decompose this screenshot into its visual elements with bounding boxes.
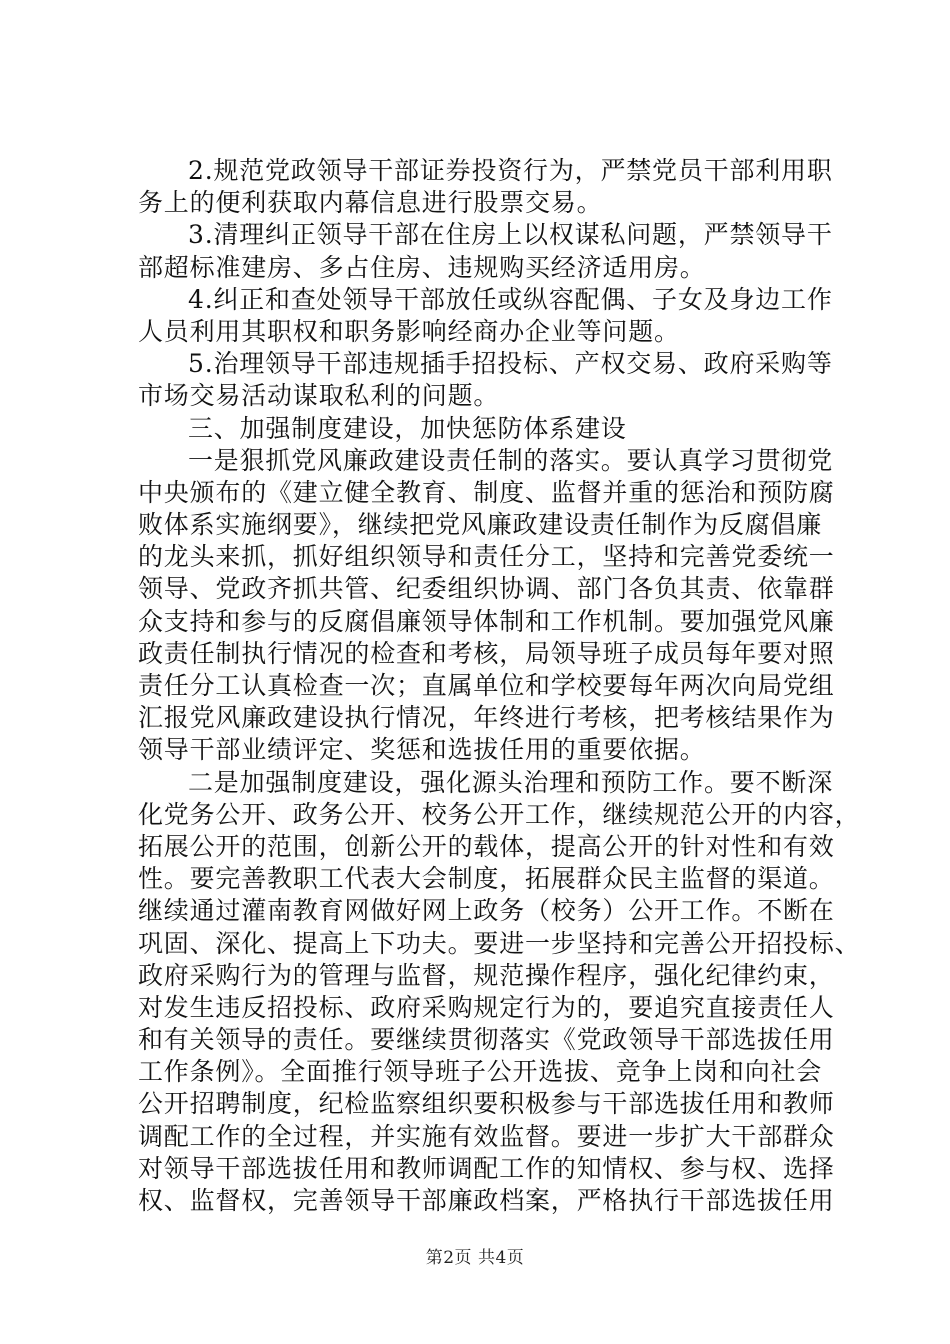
text-line: 对领导干部选拔任用和教师调配工作的知情权、参与权、选择 <box>138 1153 835 1183</box>
text-line: 领导、党政齐抓共管、纪委组织协调、部门各负其责、依靠群 <box>138 574 835 604</box>
paragraph-first-start: 一是狠抓党风廉政建设责任制的落实。要认真学习贯彻党 <box>188 445 834 475</box>
paragraph-item-5: 5.治理领导干部违规插手招投标、产权交易、政府采购等 <box>188 349 833 379</box>
paragraph-item-4: 4.纠正和查处领导干部放任或纵容配偶、子女及身边工作 <box>188 284 833 314</box>
paragraph-item-3: 3.清理纠正领导干部在住房上以权谋私问题，严禁领导干 <box>188 220 833 250</box>
text-line: 对发生违反招投标、政府采购规定行为的，要追究直接责任人 <box>138 992 835 1022</box>
text-line: 公开招聘制度，纪检监察组织要积极参与干部选拔任用和教师 <box>138 1089 835 1119</box>
text-line: 的龙头来抓，抓好组织领导和责任分工，坚持和完善党委统一 <box>138 542 835 572</box>
text-line: 拓展公开的范围，创新公开的载体，提高公开的针对性和有效 <box>138 831 835 861</box>
paragraph-second-start: 二是加强制度建设，强化源头治理和预防工作。要不断深 <box>188 767 834 797</box>
text-line: 调配工作的全过程，并实施有效监督。要进一步扩大干部群众 <box>138 1121 835 1151</box>
text-line: 务上的便利获取内幕信息进行股票交易。 <box>138 188 603 218</box>
text-line: 汇报党风廉政建设执行情况，年终进行考核，把考核结果作为 <box>138 703 835 733</box>
text-line: 败体系实施纲要》，继续把党风廉政建设责任制作为反腐倡廉 <box>138 510 823 540</box>
text-line: 市场交易活动谋取私利的问题。 <box>138 381 500 411</box>
text-line: 众支持和参与的反腐倡廉领导体制和工作机制。要加强党风廉 <box>138 606 835 636</box>
document-body <box>138 155 861 1217</box>
text-line: 和有关领导的责任。要继续贯彻落实《党政领导干部选拔任用 <box>138 1025 835 1055</box>
text-line: 中央颁布的《建立健全教育、制度、监督并重的惩治和预防腐 <box>138 477 835 507</box>
text-line: 部超标准建房、多占住房、违规购买经济适用房。 <box>138 252 706 282</box>
text-line: 巩固、深化、提高上下功夫。要进一步坚持和完善公开招投标、 <box>138 928 861 958</box>
text-line: 性。要完善教职工代表大会制度，拓展群众民主监督的渠道。 <box>138 864 835 894</box>
section-heading: 三、加强制度建设，加快惩防体系建设 <box>188 413 627 443</box>
text-line: 人员利用其职权和职务影响经商办企业等问题。 <box>138 316 680 346</box>
page-number-footer: 第2页 共4页 <box>425 1248 525 1268</box>
text-line: 工作条例》。全面推行领导班子公开选拔、竞争上岗和向社会 <box>138 1057 823 1087</box>
text-line: 化党务公开、政务公开、校务公开工作，继续规范公开的内容， <box>138 799 861 829</box>
text-line: 权、监督权，完善领导干部廉政档案，严格执行干部选拔任用 <box>138 1186 835 1215</box>
text-line: 责任分工认真检查一次；直属单位和学校要每年两次向局党组 <box>138 671 835 700</box>
text-line: 政责任制执行情况的检查和考核，局领导班子成员每年要对照 <box>138 638 835 668</box>
text-line: 政府采购行为的管理与监督，规范操作程序，强化纪律约束， <box>138 960 835 990</box>
text-line: 继续通过灌南教育网做好网上政务（校务）公开工作。不断在 <box>138 896 835 926</box>
paragraph-item-2: 2.规范党政领导干部证券投资行为，严禁党员干部利用职 <box>188 156 833 185</box>
text-line: 领导干部业绩评定、奖惩和选拔任用的重要依据。 <box>138 735 706 765</box>
